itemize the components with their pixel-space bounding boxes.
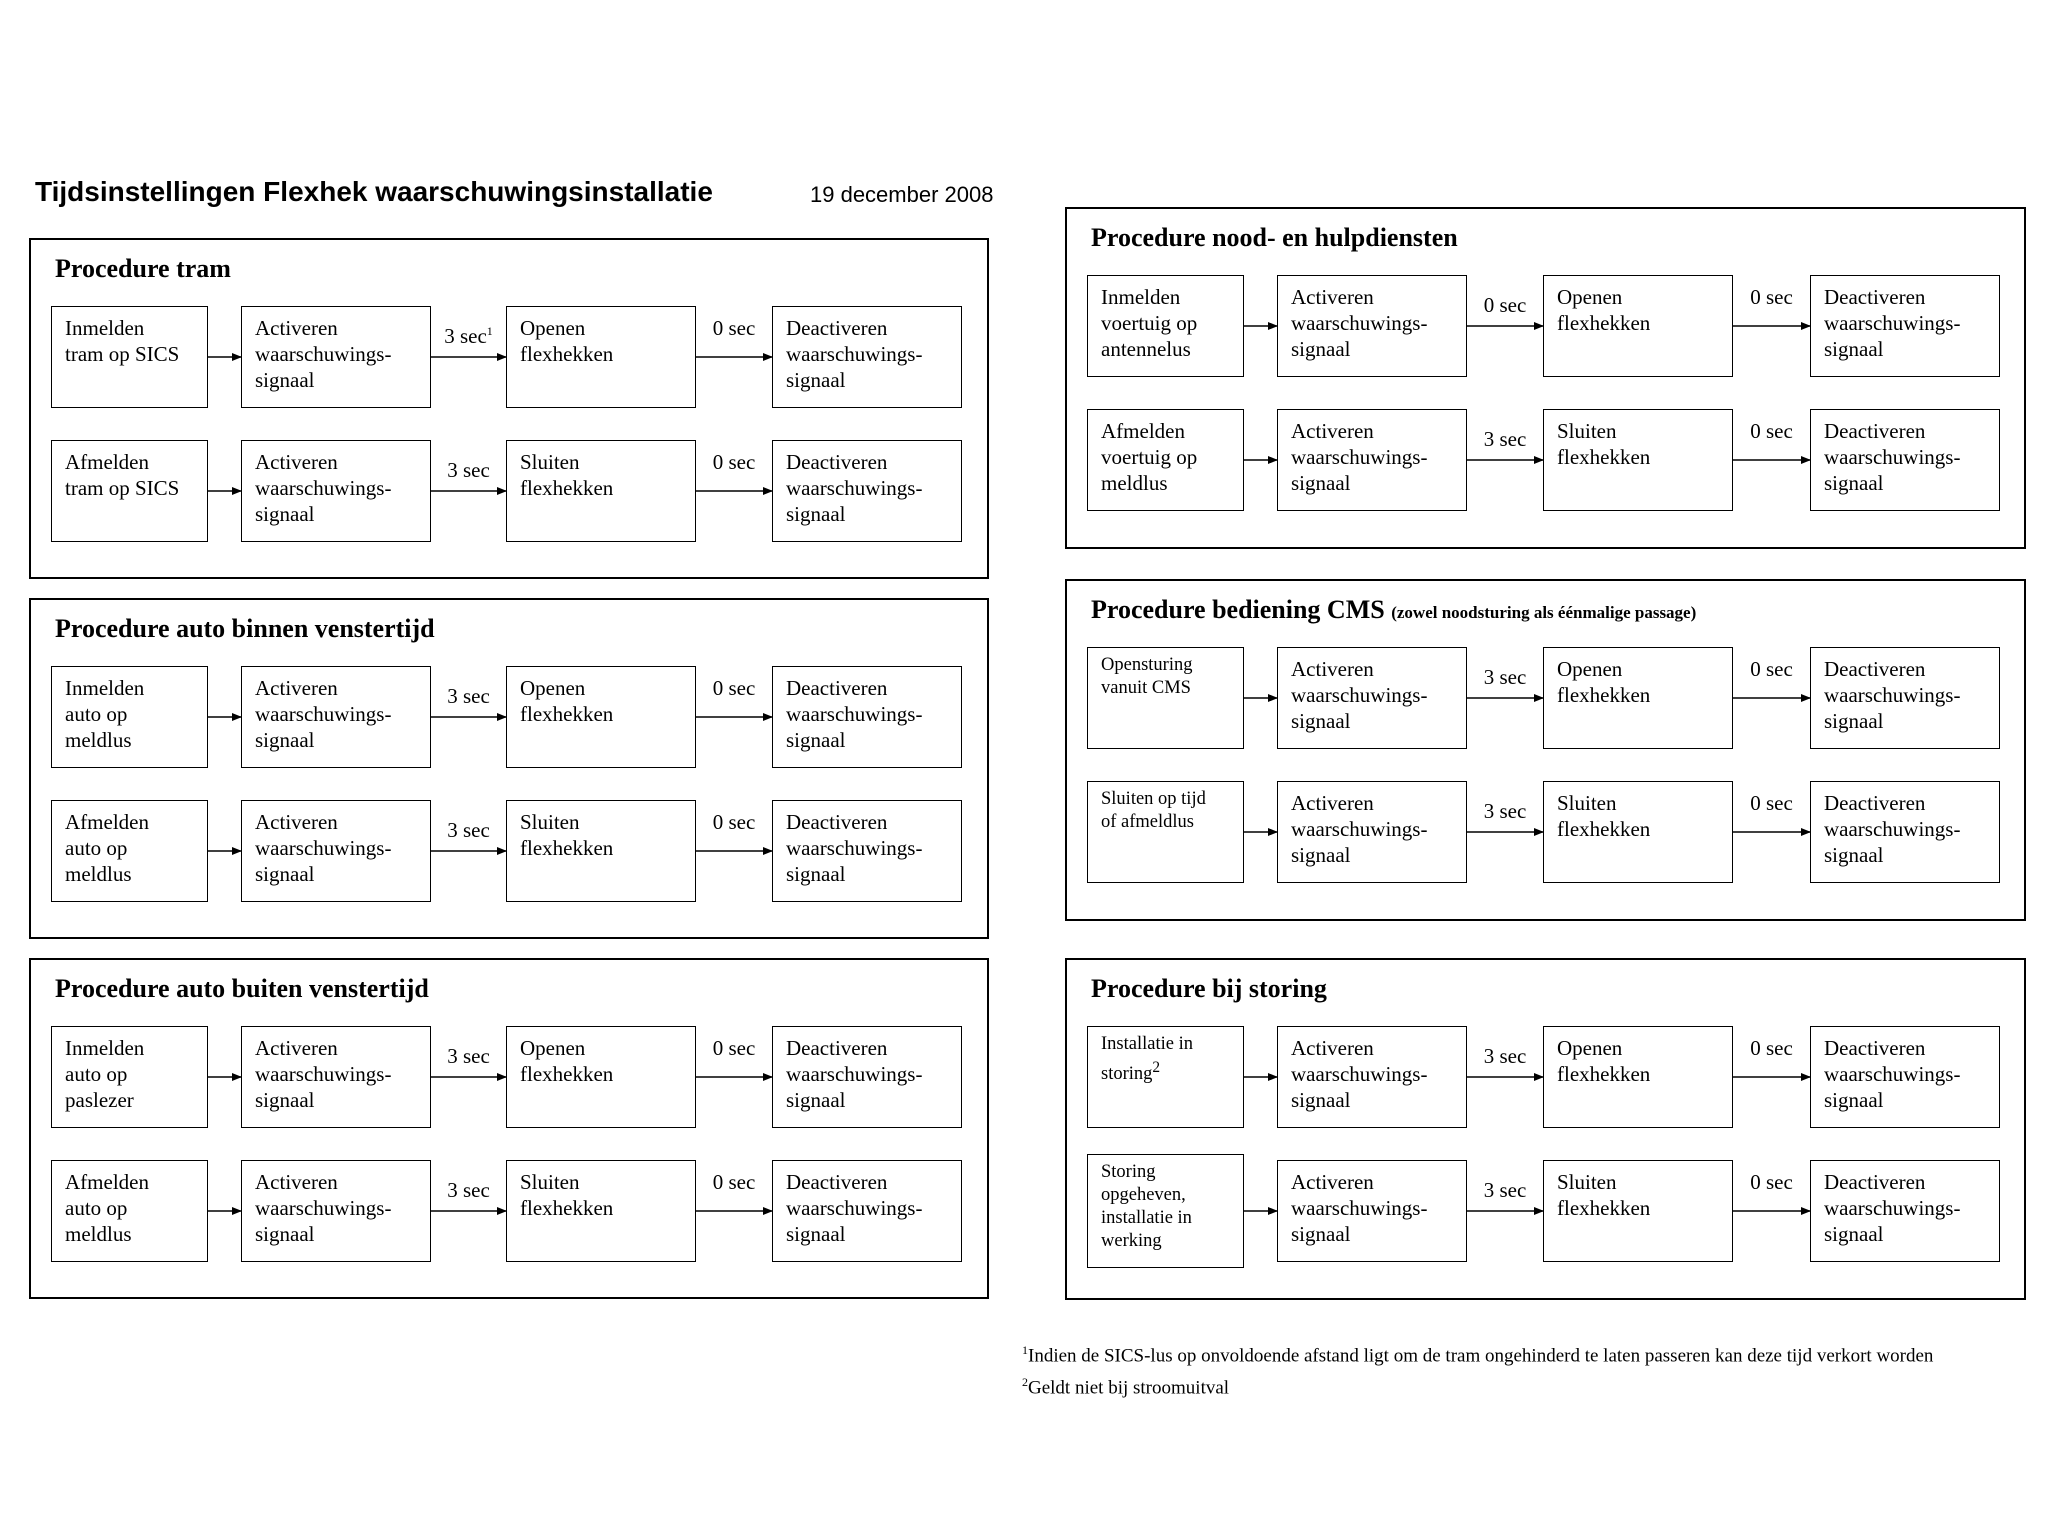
delay-label [1467, 427, 1543, 452]
delay-label [431, 818, 506, 843]
delay-value: 0 sec [1750, 1170, 1793, 1194]
procedure-title-text: Procedure bij storing [1091, 974, 1327, 1003]
delay-value: 3 sec [447, 458, 490, 482]
activate-signal-text: Activeren waarschuwings- signaal [1291, 791, 1428, 867]
gate-action-text: Sluiten flexhekken [1557, 419, 1651, 469]
gate-action-text: Openen flexhekken [1557, 1036, 1651, 1086]
delay-label [1467, 1044, 1543, 1069]
activate-signal-text: Activeren waarschuwings- signaal [1291, 1170, 1428, 1246]
delay-value: 3 sec [1483, 665, 1527, 689]
activate-signal-box [241, 800, 431, 902]
footnote-text: Geldt niet bij stroomuitval [1028, 1377, 1230, 1399]
gate-action-box [1543, 409, 1733, 511]
delay-value: 0 sec [1750, 791, 1793, 815]
deactivate-signal-box [1810, 647, 2000, 749]
activate-signal-text: Activeren waarschuwings- signaal [255, 1170, 392, 1246]
gate-action-box [1543, 781, 1733, 883]
gate-action-box [1543, 647, 1733, 749]
delay-value: 3 sec [1483, 799, 1527, 823]
gate-action-box [1543, 1160, 1733, 1262]
deactivate-signal-text: Deactiveren waarschuwings- signaal [786, 810, 923, 886]
trigger-text: Sluiten op tijd of afmeldlus [1101, 789, 1206, 832]
gate-action-text: Openen flexhekken [1557, 657, 1651, 707]
deactivate-signal-text: Deactiveren waarschuwings- signaal [786, 316, 923, 392]
deactivate-signal-text: Deactiveren waarschuwings- signaal [786, 1036, 923, 1112]
procedure-panel [1065, 958, 2026, 1300]
deactivate-signal-text: Deactiveren waarschuwings- signaal [1824, 791, 1961, 867]
activate-signal-box [1277, 409, 1467, 511]
delay-label [696, 676, 772, 701]
delay-label [431, 458, 506, 483]
activate-signal-box [1277, 647, 1467, 749]
gate-action-text: Openen flexhekken [520, 316, 614, 366]
gate-action-text: Openen flexhekken [1557, 285, 1651, 335]
delay-label [696, 810, 772, 835]
deactivate-signal-box [1810, 1160, 2000, 1262]
deactivate-signal-box [1810, 409, 2000, 511]
delay-label [1733, 1170, 1810, 1195]
procedure-panel [1065, 579, 2026, 921]
activate-signal-box [241, 1026, 431, 1128]
activate-signal-text: Activeren waarschuwings- signaal [255, 810, 392, 886]
gate-action-box [506, 800, 696, 902]
gate-action-text: Openen flexhekken [520, 676, 614, 726]
trigger-box [51, 440, 208, 542]
gate-action-box [506, 1026, 696, 1128]
deactivate-signal-text: Deactiveren waarschuwings- signaal [1824, 419, 1961, 495]
deactivate-signal-box [772, 666, 962, 768]
gate-action-box [506, 440, 696, 542]
delay-label [431, 324, 506, 349]
activate-signal-text: Activeren waarschuwings- signaal [255, 450, 392, 526]
deactivate-signal-text: Deactiveren waarschuwings- signaal [786, 1170, 923, 1246]
delay-value: 3 sec [447, 1178, 490, 1202]
activate-signal-box [1277, 275, 1467, 377]
gate-action-box [506, 666, 696, 768]
gate-action-text: Sluiten flexhekken [520, 810, 614, 860]
footnote-mark: 2 [1022, 1375, 1028, 1390]
footnote-ref: 1 [486, 324, 493, 338]
procedure-title-text: Procedure tram [55, 254, 231, 283]
page-title: Tijdsinstellingen Flexhek waarschuwingsinstallatie [35, 176, 713, 207]
trigger-box [51, 666, 208, 768]
delay-value: 3 sec [1483, 1178, 1527, 1202]
trigger-text: Storing opgeheven, installatie in werking [1101, 1162, 1192, 1251]
delay-value: 0 sec [1750, 419, 1793, 443]
trigger-box [1087, 1026, 1244, 1128]
activate-signal-box [241, 306, 431, 408]
document-date: 19 december 2008 [810, 182, 994, 207]
trigger-box [51, 1026, 208, 1128]
footnote-2 [1022, 1369, 1933, 1401]
delay-label [696, 450, 772, 475]
deactivate-signal-text: Deactiveren waarschuwings- signaal [1824, 1036, 1961, 1112]
delay-label [1467, 799, 1543, 824]
delay-label [1733, 419, 1810, 444]
gate-action-text: Sluiten flexhekken [520, 450, 614, 500]
activate-signal-box [241, 440, 431, 542]
deactivate-signal-text: Deactiveren waarschuwings- signaal [1824, 285, 1961, 361]
activate-signal-box [1277, 1160, 1467, 1262]
trigger-text: Inmelden voertuig op antennelus [1101, 285, 1198, 361]
footnote-text: Indien de SICS-lus op onvoldoende afstand ligt om de tram ongehinderd te laten passeren kan deze tijd verkort worden [1028, 1345, 1934, 1367]
delay-label [1733, 791, 1810, 816]
delay-value: 0 sec [712, 810, 756, 834]
delay-label [1733, 1036, 1810, 1061]
trigger-text: Afmelden auto op meldlus [65, 1170, 149, 1246]
procedure-panel [29, 958, 989, 1299]
delay-label [696, 1036, 772, 1061]
trigger-text: Inmelden auto op meldlus [65, 676, 145, 752]
trigger-box [51, 1160, 208, 1262]
delay-value: 3 sec [447, 684, 490, 708]
trigger-text: Afmelden tram op SICS [65, 450, 180, 500]
procedure-subtitle: (zowel noodsturing als éénmalige passage) [1391, 603, 1697, 622]
activate-signal-text: Activeren waarschuwings- signaal [255, 1036, 392, 1112]
footnotes [1022, 1337, 1933, 1402]
delay-label [696, 1170, 772, 1195]
footnote-1 [1022, 1337, 1933, 1369]
procedure-title-text: Procedure bediening CMS [1091, 595, 1385, 624]
footnote-mark: 1 [1022, 1343, 1028, 1357]
delay-value: 0 sec [1750, 285, 1793, 309]
delay-label [431, 1044, 506, 1069]
gate-action-text: Sluiten flexhekken [1557, 1170, 1651, 1220]
trigger-text: Opensturing vanuit CMS [1101, 655, 1193, 698]
delay-value: 0 sec [1483, 293, 1527, 317]
trigger-box [1087, 647, 1244, 749]
deactivate-signal-text: Deactiveren waarschuwings- signaal [1824, 1170, 1961, 1246]
delay-value: 0 sec [1750, 657, 1793, 681]
deactivate-signal-box [1810, 275, 2000, 377]
delay-label [1467, 665, 1543, 690]
procedure-title-text: Procedure auto binnen venstertijd [55, 614, 435, 643]
deactivate-signal-text: Deactiveren waarschuwings- signaal [786, 450, 923, 526]
deactivate-signal-box [772, 1026, 962, 1128]
delay-label [1467, 1178, 1543, 1203]
gate-action-text: Openen flexhekken [520, 1036, 614, 1086]
trigger-text: Inmelden auto op paslezer [65, 1036, 145, 1112]
gate-action-box [1543, 275, 1733, 377]
delay-label [1467, 293, 1543, 318]
activate-signal-text: Activeren waarschuwings- signaal [1291, 1036, 1428, 1112]
trigger-box [51, 800, 208, 902]
delay-value: 0 sec [712, 450, 756, 474]
delay-value: 0 sec [712, 316, 756, 340]
activate-signal-box [241, 1160, 431, 1262]
delay-label [1733, 657, 1810, 682]
delay-value: 3 sec [1483, 427, 1527, 451]
trigger-text: Afmelden auto op meldlus [65, 810, 149, 886]
trigger-box [1087, 275, 1244, 377]
delay-value: 3 sec [444, 324, 487, 348]
trigger-text: Installatie in storing [1101, 1034, 1193, 1085]
deactivate-signal-box [1810, 781, 2000, 883]
trigger-text: Inmelden tram op SICS [65, 316, 180, 366]
deactivate-signal-box [772, 306, 962, 408]
deactivate-signal-box [772, 1160, 962, 1262]
delay-value: 0 sec [1750, 1036, 1793, 1060]
trigger-box [51, 306, 208, 408]
footnote-ref: 2 [1152, 1059, 1161, 1076]
procedure-panel [29, 598, 989, 939]
gate-action-text: Sluiten flexhekken [520, 1170, 614, 1220]
delay-value: 3 sec [447, 818, 490, 842]
gate-action-text: Sluiten flexhekken [1557, 791, 1651, 841]
delay-label [1733, 285, 1810, 310]
procedure-title-text: Procedure nood- en hulpdiensten [1091, 223, 1458, 252]
delay-value: 3 sec [1483, 1044, 1527, 1068]
delay-label [696, 316, 772, 341]
trigger-box [1087, 409, 1244, 511]
activate-signal-box [1277, 781, 1467, 883]
procedure-panel [1065, 207, 2026, 549]
gate-action-box [1543, 1026, 1733, 1128]
delay-value: 0 sec [712, 1170, 756, 1194]
delay-value: 3 sec [447, 1044, 490, 1068]
trigger-box [1087, 781, 1244, 883]
deactivate-signal-box [772, 440, 962, 542]
activate-signal-box [241, 666, 431, 768]
deactivate-signal-text: Deactiveren waarschuwings- signaal [786, 676, 923, 752]
procedure-title-text: Procedure auto buiten venstertijd [55, 974, 429, 1003]
activate-signal-text: Activeren waarschuwings- signaal [1291, 285, 1428, 361]
trigger-box [1087, 1154, 1244, 1268]
activate-signal-text: Activeren waarschuwings- signaal [255, 316, 392, 392]
activate-signal-box [1277, 1026, 1467, 1128]
trigger-text: Afmelden voertuig op meldlus [1101, 419, 1198, 495]
deactivate-signal-text: Deactiveren waarschuwings- signaal [1824, 657, 1961, 733]
activate-signal-text: Activeren waarschuwings- signaal [1291, 419, 1428, 495]
activate-signal-text: Activeren waarschuwings- signaal [1291, 657, 1428, 733]
delay-label [431, 684, 506, 709]
deactivate-signal-box [1810, 1026, 2000, 1128]
delay-value: 0 sec [712, 1036, 756, 1060]
deactivate-signal-box [772, 800, 962, 902]
gate-action-box [506, 306, 696, 408]
delay-value: 0 sec [712, 676, 756, 700]
delay-label [431, 1178, 506, 1203]
gate-action-box [506, 1160, 696, 1262]
activate-signal-text: Activeren waarschuwings- signaal [255, 676, 392, 752]
procedure-panel [29, 238, 989, 579]
